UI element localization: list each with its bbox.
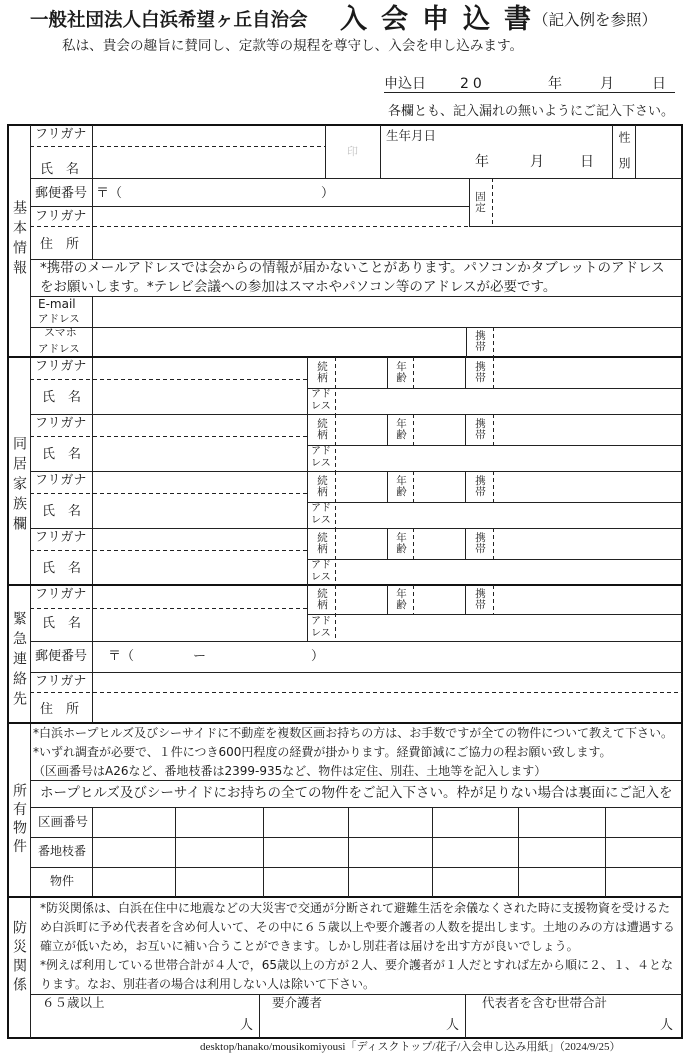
- home-address-label: 住 所: [40, 702, 80, 717]
- file-reference-footer: desktop/hanako/mousikomiyousi「ディスクトップ/花子/入会申し込み用紙」（2024/9/25）: [200, 1041, 621, 1053]
- birth-day-input[interactable]: [546, 148, 579, 176]
- postal-close-paren: ）: [311, 649, 325, 664]
- smartphone-label-sub: アドレス: [38, 343, 80, 355]
- property-cell-input[interactable]: [349, 868, 432, 896]
- member-mobile-input[interactable]: [494, 357, 681, 388]
- mobile-label: 携帯: [474, 418, 486, 440]
- email-note: [40, 259, 665, 296]
- household-member-row: [30, 528, 682, 585]
- member-relation-input[interactable]: [336, 528, 387, 559]
- household-member-row: [30, 471, 682, 528]
- address-label: アドレス: [311, 389, 331, 412]
- member-relation-input[interactable]: [336, 414, 387, 445]
- property-cell-input[interactable]: [349, 838, 432, 867]
- email-note-line: をお願いします。*テレビ会議への参加はスマホやパソコン等のアドレスが必要です。: [40, 278, 557, 295]
- postal-separator: ー: [193, 649, 207, 664]
- property-cell-input[interactable]: [606, 808, 681, 837]
- household-member-row: [30, 357, 682, 414]
- cell-divider: [465, 528, 466, 559]
- care-needed-count-input[interactable]: [262, 1013, 443, 1036]
- cell-divider: [325, 125, 326, 178]
- address-label: アドレス: [311, 446, 331, 469]
- row-divider: [30, 780, 682, 781]
- age-label: 年齢: [395, 418, 407, 440]
- property-cell-input[interactable]: [433, 838, 518, 867]
- emergency-postal-first-input[interactable]: [134, 643, 190, 671]
- name-label: 氏 名: [40, 162, 80, 177]
- day-unit: 日: [652, 76, 666, 92]
- disaster-note-line: *例えば利用している世帯合計が４人で，65歳以上の方が２人、要介護者が１人だとすれば左から順に２、１、４とな: [40, 958, 674, 972]
- furigana-label: フリガナ: [35, 473, 87, 488]
- member-name-input[interactable]: [93, 551, 307, 585]
- property-cell-input[interactable]: [606, 838, 681, 867]
- mobile-label: 携帯: [474, 588, 486, 610]
- mobile-label: 携帯: [474, 532, 486, 554]
- section-label-emergency-contact: 緊急連絡先: [11, 611, 27, 711]
- postal-close-paren: ）: [321, 186, 335, 201]
- property-note-line: *白浜ホープヒルズ及びシーサイドに不動産を複数区画お持ちの方は、お手数ですが全ての物件について教えて下さい。: [33, 726, 673, 740]
- birthdate-label: 生年月日: [386, 128, 437, 143]
- member-address-input[interactable]: [336, 560, 681, 585]
- example-note: （記入例を参照）: [533, 11, 658, 29]
- member-name-input[interactable]: [93, 494, 307, 528]
- application-date-label: 申込日: [384, 76, 426, 92]
- month-unit: 月: [600, 76, 614, 92]
- care-needed-count-label: 要介護者: [272, 995, 323, 1010]
- emergency-mobile-input[interactable]: [494, 585, 681, 614]
- property-cell-input[interactable]: [93, 868, 175, 896]
- cell-divider: [387, 414, 388, 445]
- organization-name: 一般社団法人白浜希望ヶ丘自治会: [30, 10, 308, 31]
- birth-month-input[interactable]: [492, 148, 528, 176]
- household-member-row: [30, 414, 682, 471]
- member-age-input[interactable]: [414, 357, 465, 388]
- member-address-input[interactable]: [336, 446, 681, 471]
- household-total-input[interactable]: [468, 1013, 657, 1036]
- name-label: 氏 名: [42, 447, 82, 462]
- emergency-furigana-input[interactable]: [93, 585, 307, 608]
- member-address-input[interactable]: [336, 389, 681, 414]
- emergency-home-address-input[interactable]: [93, 693, 681, 722]
- section-label-household: 同居家族欄: [11, 436, 27, 536]
- member-relation-input[interactable]: [336, 357, 387, 388]
- cell-divider: [307, 414, 308, 471]
- emergency-age-input[interactable]: [414, 585, 465, 614]
- property-cell-input[interactable]: [433, 868, 518, 896]
- name-label: 氏 名: [42, 504, 82, 519]
- member-furigana-input[interactable]: [93, 471, 307, 493]
- disaster-note-line: め白浜町に予め代表者を含め何人いて、その中に６５歳以上や要介護者の人数を提出します。土地のみの方は遭遇する: [40, 920, 675, 934]
- mobile-label: 携帯: [474, 475, 486, 497]
- member-name-input[interactable]: [93, 380, 307, 414]
- section-divider: [7, 896, 682, 898]
- property-cell-input[interactable]: [349, 808, 432, 837]
- emergency-relation-input[interactable]: [336, 585, 387, 614]
- cell-divider: [465, 585, 466, 614]
- section-label-disaster: 防災関係: [11, 920, 27, 996]
- declaration-text: 私は、貴会の趣旨に賛同し、定款等の規程を尊守し、入会を申し込みます。: [62, 38, 524, 54]
- property-note-line: *いずれ調査が必要で、１件につき600円程度の経費が掛かります。経費節減にご協力の程お願い致します。: [33, 745, 612, 759]
- birth-year-input[interactable]: [381, 148, 473, 176]
- sex-input[interactable]: [636, 126, 681, 178]
- member-address-input[interactable]: [336, 503, 681, 528]
- household-total-unit: 人: [660, 1018, 674, 1033]
- address-label: アドレス: [311, 503, 331, 526]
- birth-month-unit: 月: [530, 154, 544, 170]
- disaster-note-line: *防災関係は、白浜在住中に地震などの大災害で交通が分断されて避難生活を余儀なくされた時に支援物資を受けるた: [40, 901, 671, 915]
- cell-divider: [259, 994, 260, 1038]
- member-furigana-input[interactable]: [93, 528, 307, 550]
- cell-divider: [307, 471, 308, 528]
- property-cell-input[interactable]: [264, 808, 348, 837]
- address-furigana-label: フリガナ: [35, 674, 87, 689]
- furigana-label: フリガナ: [35, 127, 87, 142]
- emergency-name-input[interactable]: [93, 609, 307, 641]
- address-label: アドレス: [311, 560, 331, 583]
- name-label: 氏 名: [42, 561, 82, 576]
- landline-input[interactable]: [493, 179, 681, 226]
- cell-divider: [387, 471, 388, 502]
- postal-mark: 〒（: [96, 186, 123, 201]
- seniors-count-input[interactable]: [40, 1013, 236, 1036]
- disaster-note-line: ります。なお、別荘者の場合は利用しない人は除いて下さい。: [40, 977, 376, 991]
- mobile-label: 携帯: [474, 330, 486, 352]
- email-note-line: *携帯のメールアドレスでは会からの情報が届かないことがあります。パソコンかタブレットのアドレス: [40, 260, 665, 276]
- member-name-input[interactable]: [93, 437, 307, 471]
- address-furigana-label: フリガナ: [35, 209, 87, 224]
- age-label: 年齢: [395, 532, 407, 554]
- member-age-input[interactable]: [414, 528, 465, 559]
- application-year-input[interactable]: [482, 74, 544, 92]
- cell-divider: [307, 528, 308, 585]
- property-cell-input[interactable]: [519, 838, 605, 867]
- member-mobile-input[interactable]: [494, 471, 681, 502]
- cell-divider: [387, 585, 388, 614]
- furigana-label: フリガナ: [35, 359, 87, 374]
- row-divider: [30, 641, 682, 642]
- email-label-sub: アドレス: [38, 313, 80, 325]
- property-cell-input[interactable]: [519, 868, 605, 896]
- member-furigana-input[interactable]: [93, 357, 307, 379]
- member-mobile-input[interactable]: [494, 414, 681, 445]
- property-cell-input[interactable]: [176, 868, 263, 896]
- landline-label: 固定: [474, 191, 486, 213]
- property-cell-input[interactable]: [176, 808, 263, 837]
- member-mobile-input[interactable]: [494, 528, 681, 559]
- disaster-note-line: 確立が低いため，お互いに補い合うことができます。しかし別荘者は届けを出す方が良いでしょう。: [40, 939, 579, 953]
- cell-divider: [387, 528, 388, 559]
- seniors-count-label: ６５歳以上: [42, 995, 105, 1010]
- property-note-line: （区画番号はA26など、番地枝番は2399-935など、物件は定住、別荘、土地等を記入します）: [33, 764, 547, 778]
- member-relation-input[interactable]: [336, 471, 387, 502]
- sex-label: 性別: [617, 131, 631, 183]
- applicant-name-input[interactable]: [93, 147, 325, 178]
- fill-instruction: 各欄とも、記入漏れの無いようにご記入下さい。: [388, 104, 675, 119]
- property-cell-input[interactable]: [606, 868, 681, 896]
- property-cell-input[interactable]: [519, 808, 605, 837]
- property-cell-input[interactable]: [93, 838, 175, 867]
- birth-year-unit: 年: [475, 154, 489, 170]
- date-underline: [384, 92, 675, 93]
- cell-divider: [466, 327, 467, 357]
- address-input[interactable]: [93, 227, 681, 259]
- smartphone-email-input[interactable]: [93, 328, 466, 356]
- smartphone-label: スマホ: [44, 326, 77, 339]
- form-title: 入会申込書: [340, 4, 545, 35]
- cell-divider: [465, 414, 466, 445]
- emergency-address-furigana-input[interactable]: [93, 673, 681, 692]
- cell-divider: [307, 357, 308, 414]
- seal-mark: 印: [347, 145, 358, 158]
- property-type-label: 物件: [50, 874, 75, 888]
- cell-divider: [465, 471, 466, 502]
- seniors-count-unit: 人: [240, 1018, 254, 1033]
- relation-label: 続柄: [316, 361, 328, 383]
- cell-divider: [387, 357, 388, 388]
- mobile-input[interactable]: [494, 328, 681, 356]
- name-label: 氏 名: [42, 390, 82, 405]
- application-month-input[interactable]: [566, 74, 598, 92]
- cell-divider: [465, 357, 466, 388]
- member-age-input[interactable]: [414, 471, 465, 502]
- address-label: 住 所: [40, 237, 80, 252]
- property-cell-input[interactable]: [93, 808, 175, 837]
- mobile-label: 携帯: [474, 361, 486, 383]
- cell-divider: [612, 125, 613, 178]
- emergency-contact-person-row: [30, 585, 682, 641]
- postal-code-input[interactable]: [122, 179, 320, 206]
- member-furigana-input[interactable]: [93, 414, 307, 436]
- name-label: 氏 名: [42, 616, 82, 631]
- section-label-property: 所有物件: [11, 783, 27, 857]
- birth-day-unit: 日: [580, 154, 594, 170]
- year-unit: 年: [548, 76, 562, 92]
- section-label-basic-info: 基本情報: [11, 200, 27, 280]
- property-cell-input[interactable]: [433, 808, 518, 837]
- relation-label: 続柄: [316, 475, 328, 497]
- email-label: E-mail: [38, 297, 76, 311]
- cell-divider: [465, 994, 466, 1038]
- address-label: アドレス: [311, 616, 331, 639]
- age-label: 年齢: [395, 361, 407, 383]
- age-label: 年齢: [395, 475, 407, 497]
- cell-divider: [469, 178, 470, 226]
- furigana-label: フリガナ: [35, 530, 87, 545]
- postal-code-label: 郵便番号: [35, 649, 88, 664]
- age-label: 年齢: [395, 588, 407, 610]
- application-day-input[interactable]: [618, 74, 650, 92]
- disaster-notes: [40, 899, 675, 994]
- member-age-input[interactable]: [414, 414, 465, 445]
- relation-label: 続柄: [316, 418, 328, 440]
- property-cell-input[interactable]: [264, 838, 348, 867]
- property-instruction: ホープヒルズ及びシーサイドにお持ちの全ての物件をご記入下さい。枠が足りない場合は裏面にご記入を: [40, 785, 673, 801]
- postal-code-label: 郵便番号: [35, 186, 88, 201]
- furigana-label: フリガナ: [35, 587, 87, 602]
- emergency-address-input[interactable]: [336, 615, 681, 641]
- relation-label: 続柄: [316, 588, 328, 610]
- applicant-furigana-input[interactable]: [93, 126, 325, 146]
- lot-number-label: 区画番号: [38, 814, 89, 829]
- property-cell-input[interactable]: [176, 838, 263, 867]
- street-number-label: 番地枝番: [38, 844, 87, 858]
- property-cell-input[interactable]: [264, 868, 348, 896]
- emergency-postal-second-input[interactable]: [210, 643, 308, 671]
- address-furigana-input[interactable]: [93, 207, 469, 226]
- care-needed-count-unit: 人: [446, 1018, 460, 1033]
- property-notes: [33, 724, 673, 781]
- email-input[interactable]: [93, 297, 681, 327]
- century-prefix: 20: [460, 76, 486, 92]
- relation-label: 続柄: [316, 532, 328, 554]
- postal-mark: 〒（: [108, 649, 135, 664]
- cell-divider: [307, 585, 308, 641]
- furigana-label: フリガナ: [35, 416, 87, 431]
- household-total-label: 代表者を含む世帯合計: [482, 995, 608, 1010]
